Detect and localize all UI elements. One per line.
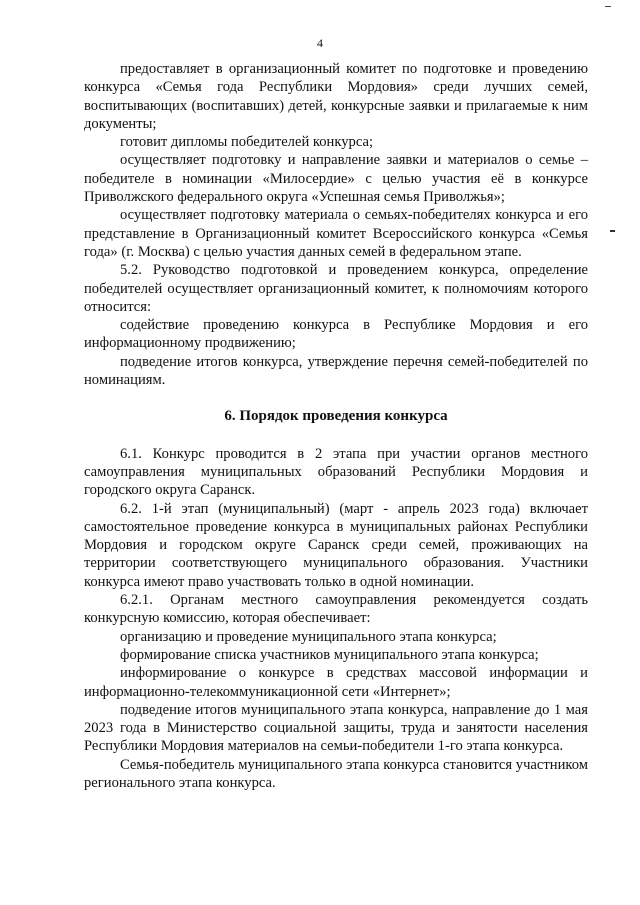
paragraph: предоставляет в организационный комитет по подготовке и проведению конкурса «Семья года Республики Мордовия» среди лучших семей, воспитывающих (воспитавших) детей, конкурсные заявки и прилагаемые к ним документы; [84,61,588,132]
section-heading: 6. Порядок проведения конкурса [224,408,448,425]
scan-mark [610,230,615,232]
paragraph: информирование о конкурсе в средствах массовой информации и информационно-телекоммуникационной сети «Интернет»; [84,665,588,700]
paragraph: готовит дипломы победителей конкурса; [120,134,374,151]
paragraph: содействие проведению конкурса в Республике Мордовия и его информационному продвижению; [84,317,588,352]
paragraph: Семья-победитель муниципального этапа конкурса становится участником регионального этапа конкурса. [84,756,588,791]
page-number: 4 [317,36,323,50]
paragraph: подведение итогов конкурса, утверждение перечня семей-победителей по номинациям. [84,353,588,389]
paragraph: 5.2. Руководство подготовкой и проведением конкурса, определение победителей осуществляет организационный комитет, к полномочиям которого относится: [84,262,588,315]
paragraph: формирование списка участников муниципального этапа конкурса; [120,646,539,663]
document-body [84,60,588,792]
paragraph: организацию и проведение муниципального этапа конкурса; [120,628,497,645]
paragraph: подведение итогов муниципального этапа конкурса, направление до 1 мая 2023 года в Министерство социальной защиты, труда и занятости населения Республики Мордовия материалов на семьи-победители 1-го этапа конкурса. [84,701,588,755]
paragraph: 6.1. Конкурс проводится в 2 этапа при участии органов местного самоуправления муниципальных образований Республики Мордовия и городского округа Саранск. [84,445,588,499]
paragraph: осуществляет подготовку и направление заявки и материалов о семье – победителе в номинации «Милосердие» с целью участия её в конкурсе Приволжского федерального округа «Успешная семья Приволжья»; [84,152,588,206]
paragraph: 6.2.1. Органам местного самоуправления рекомендуется создать конкурсную комиссию, которая обеспечивает: [84,592,588,627]
paragraph: 6.2. 1-й этап (муниципальный) (март - апрель 2023 года) включает самостоятельное проведение конкурса в муниципальных районах Республики Мордовия и городском округе Саранск среди семей, проживающих на территории соответствующего муниципального образования. Участники конкурса имеют право участвовать только в одной номинации. [84,500,588,590]
paragraph: осуществляет подготовку материала о семьях-победителях конкурса и его представление в Организационный комитет Всероссийского конкурса «Семья года» (г. Москва) с целью участия данных семей в федеральном этапе. [84,207,588,260]
scan-mark [605,6,611,7]
